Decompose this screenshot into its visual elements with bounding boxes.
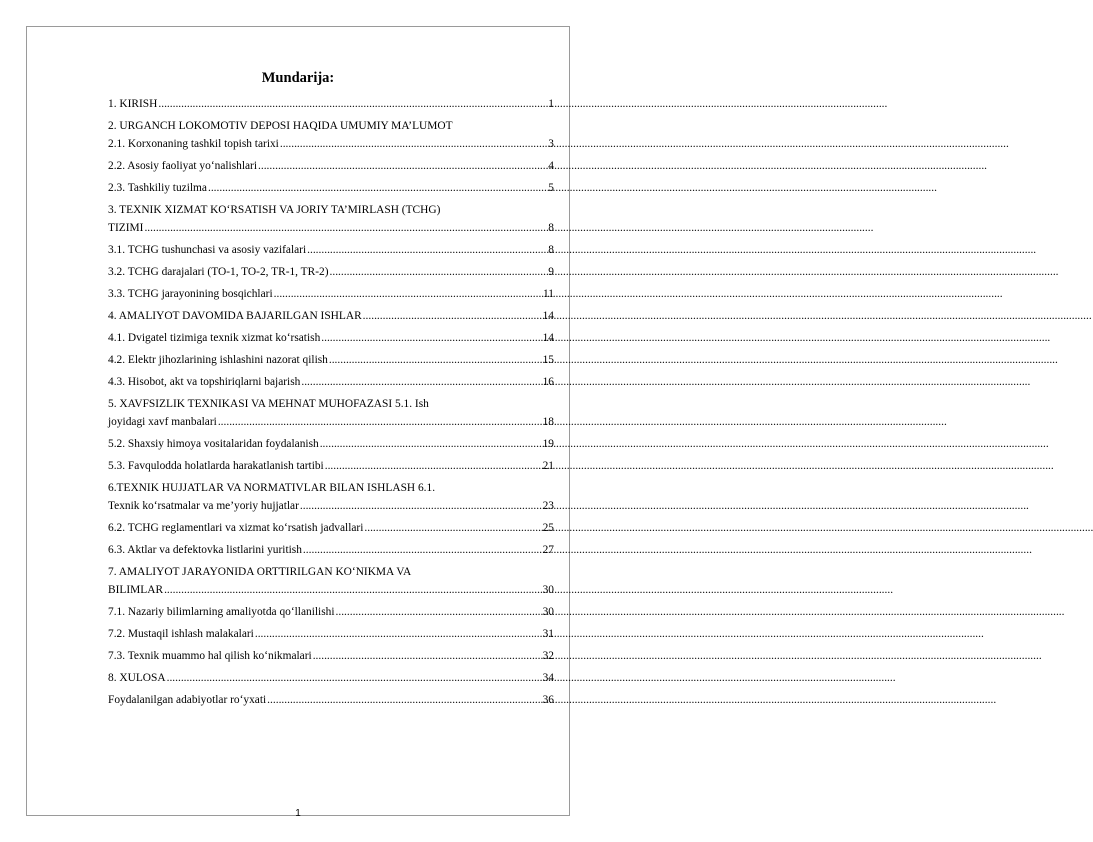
- toc-entry-row: [108, 541, 554, 559]
- toc-entry-label: 2.3. Tashkiliy tuzilma: [108, 182, 207, 194]
- toc-entry-row: [108, 435, 554, 453]
- toc-entry-page: 18: [542, 416, 554, 428]
- toc-entry-label: 7.3. Texnik muammo hal qilish ko‘nikmalari: [108, 650, 312, 662]
- toc-entry[interactable]: [108, 179, 554, 197]
- toc-entry-heading: 2. URGANCH LOKOMOTIV DEPOSI HAQIDA UMUMIY MA’LUMOT: [108, 120, 453, 132]
- toc-entry[interactable]: [108, 307, 554, 325]
- dot-leader: [300, 497, 542, 515]
- toc-entry[interactable]: [108, 541, 554, 559]
- toc-entry-page: 14: [542, 310, 554, 322]
- dot-leader: [144, 219, 547, 237]
- dot-leader: [325, 457, 542, 475]
- dot-leader: [301, 373, 541, 391]
- toc-entry-page: 8: [548, 222, 554, 234]
- dot-leader: [321, 329, 541, 347]
- toc-entry-label: 7.1. Nazariy bilimlarning amaliyotda qo‘llanilishi: [108, 606, 335, 618]
- toc-entry-label: 4.3. Hisobot, akt va topshiriqlarni bajarish: [108, 376, 301, 388]
- toc-entry-page: 11: [543, 288, 554, 300]
- toc-entry[interactable]: [108, 241, 554, 259]
- toc-entry-label: 6.3. Aktlar va defektovka listlarini yuritish: [108, 544, 302, 556]
- toc-entry-label: 3.1. TCHG tushunchasi va asosiy vazifalari: [108, 244, 307, 256]
- toc-entry-page: 5: [548, 182, 554, 194]
- page-number: 1: [295, 808, 301, 819]
- dot-leader: [267, 691, 541, 709]
- toc-entry-row: [108, 581, 554, 599]
- toc-entry-page: 3: [548, 138, 554, 150]
- toc-entry[interactable]: [108, 519, 554, 537]
- toc-entry-row: [108, 625, 554, 643]
- toc-entry-page: 31: [542, 628, 554, 640]
- toc-entry-label: TIZIMI: [108, 222, 144, 234]
- toc-entry-row: [108, 307, 554, 325]
- toc-entry[interactable]: [108, 95, 554, 113]
- toc-entry-label: Texnik ko‘rsatmalar va me’yoriy hujjatlar: [108, 500, 299, 512]
- toc-entry-page: 23: [542, 500, 554, 512]
- toc-entry-page: 34: [542, 672, 554, 684]
- toc-entry-row: [108, 603, 554, 621]
- toc-entry[interactable]: [108, 669, 554, 687]
- toc-entry-row: [108, 263, 554, 281]
- toc-entry-row: [108, 95, 554, 113]
- toc-entry-heading: 7. AMALIYOT JARAYONIDA ORTTIRILGAN KO‘NIKMA VA: [108, 566, 412, 578]
- dot-leader: [255, 625, 542, 643]
- toc-entry-page: 9: [548, 266, 554, 278]
- toc-entry[interactable]: [108, 479, 554, 515]
- toc-entry-row: [108, 219, 554, 237]
- dot-leader: [330, 263, 548, 281]
- toc-entry[interactable]: [108, 691, 554, 709]
- toc-entry-row: [108, 669, 554, 687]
- dot-leader: [274, 285, 542, 303]
- toc-entry-label: 1. KIRISH: [108, 98, 158, 110]
- toc-entry-label: 5.3. Favqulodda holatlarda harakatlanish tartibi: [108, 460, 324, 472]
- toc-entry[interactable]: [108, 351, 554, 369]
- toc-entry-row: [108, 413, 554, 431]
- toc-entry-page: 27: [542, 544, 554, 556]
- toc-entry-row: [108, 329, 554, 347]
- toc-entry[interactable]: [108, 603, 554, 621]
- dot-leader: [320, 435, 542, 453]
- dot-leader: [158, 95, 547, 113]
- toc-entry[interactable]: [108, 435, 554, 453]
- toc-entry-label: 3.2. TCHG darajalari (TO-1, TO-2, TR-1, TR-2): [108, 266, 329, 278]
- toc-entry[interactable]: [108, 201, 554, 237]
- toc-entry[interactable]: [108, 563, 554, 599]
- toc-entry-label: Foydalanilgan adabiyotlar ro‘yxati: [108, 694, 267, 706]
- toc-entry-page: 19: [542, 438, 554, 450]
- table-of-contents: [108, 95, 554, 713]
- toc-entry-row: [108, 179, 554, 197]
- toc-entry-label: BILIMLAR: [108, 584, 164, 596]
- toc-entry-label: 8. XULOSA: [108, 672, 166, 684]
- dot-leader: [364, 519, 541, 537]
- toc-entry-page: 25: [542, 522, 554, 534]
- toc-entry[interactable]: [108, 263, 554, 281]
- toc-entry-row: [108, 373, 554, 391]
- toc-entry[interactable]: [108, 395, 554, 431]
- toc-entry[interactable]: [108, 329, 554, 347]
- toc-entry-label: 3.3. TCHG jarayonining bosqichlari: [108, 288, 273, 300]
- toc-entry-label: 2.2. Asosiy faoliyat yo‘nalishlari: [108, 160, 258, 172]
- toc-entry-page: 8: [548, 244, 554, 256]
- toc-entry-page: 30: [542, 584, 554, 596]
- dot-leader: [208, 179, 547, 197]
- toc-entry-heading: 3. TEXNIK XIZMAT KO‘RSATISH VA JORIY TA’MIRLASH (TCHG): [108, 204, 441, 216]
- dot-leader: [164, 581, 542, 599]
- toc-entry-page: 4: [548, 160, 554, 172]
- toc-entry-row: [108, 135, 554, 153]
- toc-entry[interactable]: [108, 373, 554, 391]
- toc-entry[interactable]: [108, 117, 554, 153]
- dot-leader: [280, 135, 547, 153]
- dot-leader: [363, 307, 542, 325]
- dot-leader: [313, 647, 542, 665]
- dot-leader: [307, 241, 547, 259]
- toc-entry-page: 15: [542, 354, 554, 366]
- dot-leader: [167, 669, 542, 687]
- toc-entry-row: [108, 157, 554, 175]
- dot-leader: [336, 603, 542, 621]
- toc-entry[interactable]: [108, 625, 554, 643]
- toc-entry-row: [108, 457, 554, 475]
- toc-entry-row: [108, 519, 554, 537]
- toc-entry-page: 36: [542, 694, 554, 706]
- toc-entry-row: [108, 647, 554, 665]
- toc-entry[interactable]: [108, 285, 554, 303]
- toc-entry-heading: 5. XAVFSIZLIK TEXNIKASI VA MEHNAT MUHOFAZASI 5.1. Ish: [108, 398, 429, 410]
- toc-entry-page: 21: [542, 460, 554, 472]
- toc-entry-label: joyidagi xavf manbalari: [108, 416, 217, 428]
- toc-entry-page: 32: [542, 650, 554, 662]
- toc-entry-heading: 6.TEXNIK HUJJATLAR VA NORMATIVLAR BILAN ISHLASH 6.1.: [108, 482, 436, 494]
- toc-entry-page: 1: [548, 98, 554, 110]
- toc-entry-row: [108, 497, 554, 515]
- toc-entry-page: 14: [542, 332, 554, 344]
- toc-entry-label: 6.2. TCHG reglamentlari va xizmat ko‘rsatish jadvallari: [108, 522, 364, 534]
- dot-leader: [303, 541, 542, 559]
- toc-title: Mundarija:: [261, 70, 335, 86]
- toc-entry-row: [108, 241, 554, 259]
- toc-entry-label: 4. AMALIYOT DAVOMIDA BAJARILGAN ISHLAR: [108, 310, 362, 322]
- toc-entry[interactable]: [108, 457, 554, 475]
- dot-leader: [218, 413, 542, 431]
- toc-entry[interactable]: [108, 157, 554, 175]
- dot-leader: [258, 157, 547, 175]
- toc-entry-row: [108, 285, 554, 303]
- toc-entry-label: 2.1. Korxonaning tashkil topish tarixi: [108, 138, 279, 150]
- toc-entry-page: 30: [542, 606, 554, 618]
- toc-entry-label: 7.2. Mustaqil ishlash malakalari: [108, 628, 254, 640]
- toc-entry-row: [108, 691, 554, 709]
- toc-entry-label: 4.2. Elektr jihozlarining ishlashini nazorat qilish: [108, 354, 328, 366]
- toc-entry-label: 5.2. Shaxsiy himoya vositalaridan foydalanish: [108, 438, 319, 450]
- toc-entry-page: 16: [542, 376, 554, 388]
- dot-leader: [329, 351, 542, 369]
- toc-entry-label: 4.1. Dvigatel tizimiga texnik xizmat ko‘rsatish: [108, 332, 321, 344]
- toc-entry[interactable]: [108, 647, 554, 665]
- toc-entry-row: [108, 351, 554, 369]
